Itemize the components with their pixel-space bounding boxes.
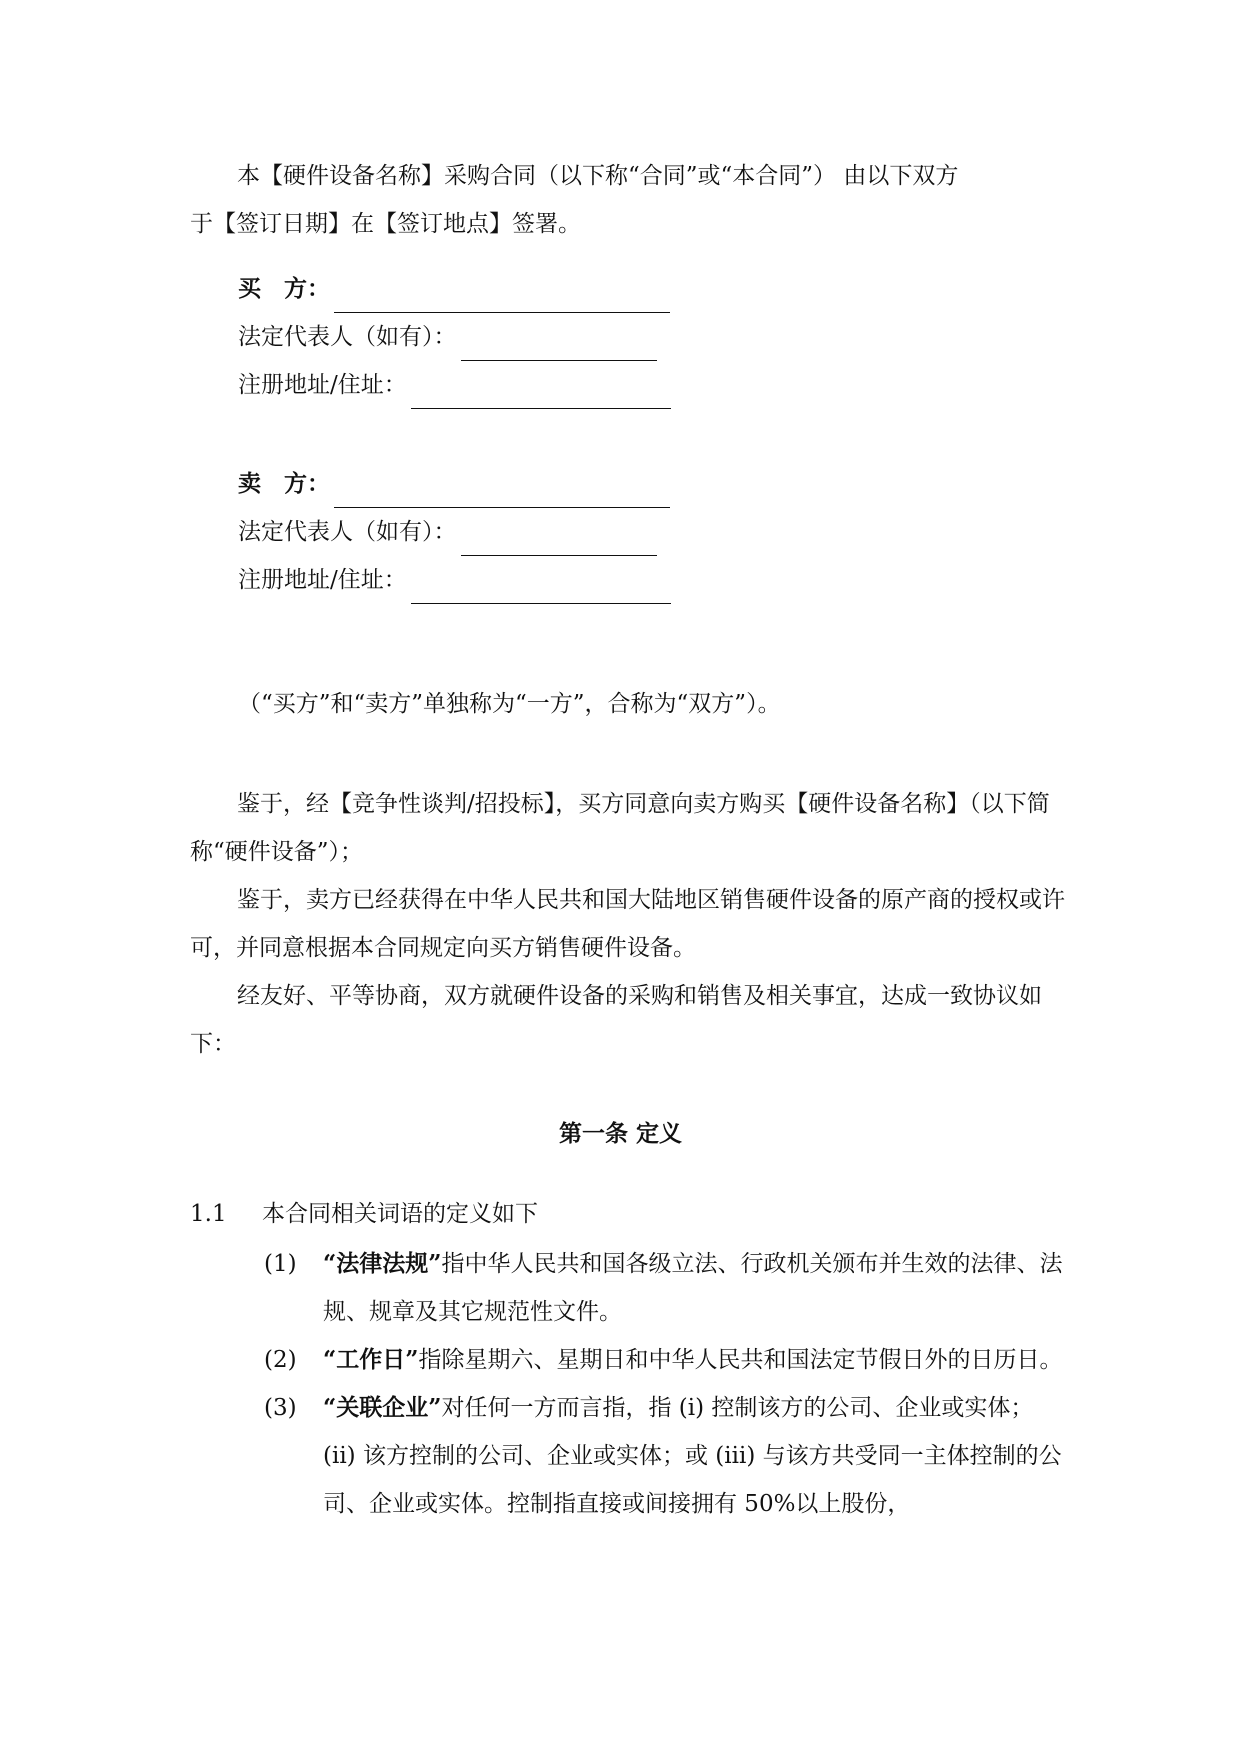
buyer-address-row bbox=[238, 361, 838, 409]
clause-1-1 bbox=[190, 1190, 1070, 1238]
recitals bbox=[190, 780, 1070, 1068]
buyer-name-field[interactable] bbox=[334, 282, 670, 313]
seller-address-row bbox=[238, 556, 838, 604]
buyer-rep-label: 法定代表人（如有）： bbox=[238, 324, 457, 350]
clause-number: 1.1 bbox=[190, 1201, 227, 1227]
definitions-list bbox=[264, 1240, 1064, 1528]
definition-term: “法律法规” bbox=[323, 1250, 442, 1277]
definition-text: 指中华人民共和国各级立法、行政机关颁布并生效的法律、法规、规章及其它规范性文件。 bbox=[323, 1251, 1063, 1325]
definition-term: “工作日” bbox=[323, 1346, 419, 1373]
definition-text: 指除星期六、星期日和中华人民共和国法定节假日外的日历日。 bbox=[418, 1347, 1063, 1373]
buyer-name-row bbox=[238, 265, 838, 313]
buyer-address-label: 注册地址/住址： bbox=[238, 372, 407, 398]
clause-text: 本合同相关词语的定义如下 bbox=[262, 1201, 538, 1227]
seller-address-field[interactable] bbox=[411, 573, 671, 604]
seller-rep-field[interactable] bbox=[461, 525, 657, 556]
buyer-rep-row bbox=[238, 313, 838, 361]
recital-1: 鉴于，经【竞争性谈判/招投标】，买方同意向卖方购买【硬件设备名称】（以下简称“硬件设备”）； bbox=[190, 791, 1050, 865]
seller-block bbox=[238, 460, 838, 604]
intro-line-1: 本【硬件设备名称】采购合同（以下称“合同”或“本合同”） 由以下双方 bbox=[237, 163, 959, 189]
recital-2: 鉴于，卖方已经获得在中华人民共和国大陆地区销售硬件设备的原产商的授权或许可，并同意根据本合同规定向买方销售硬件设备。 bbox=[190, 887, 1065, 961]
seller-name-row bbox=[238, 460, 838, 508]
definition-item bbox=[264, 1240, 1064, 1336]
definition-number: (3) bbox=[264, 1395, 297, 1421]
seller-rep-row bbox=[238, 508, 838, 556]
buyer-address-field[interactable] bbox=[411, 378, 671, 409]
contract-intro bbox=[190, 152, 1070, 248]
definition-number: (2) bbox=[264, 1347, 297, 1373]
definition-item bbox=[264, 1384, 1064, 1528]
seller-name-field[interactable] bbox=[334, 477, 670, 508]
seller-label: 卖 方： bbox=[238, 470, 330, 497]
definition-term: “关联企业” bbox=[323, 1394, 442, 1421]
parties-note: （“买方”和“卖方”单独称为“一方”，合称为“双方”）。 bbox=[238, 691, 781, 717]
buyer-label: 买 方： bbox=[238, 275, 330, 302]
definition-item bbox=[264, 1336, 1064, 1384]
definition-number: (1) bbox=[264, 1251, 297, 1277]
buyer-block bbox=[238, 265, 838, 409]
definition-text: 对任何一方而言指，指 (i) 控制该方的公司、企业或实体；(ii) 该方控制的公司、企业或实体；或 (iii) 与该方共受同一主体控制的公司、企业或实体。控制指直接或间接拥有 50%以上股份， bbox=[323, 1395, 1062, 1517]
buyer-rep-field[interactable] bbox=[461, 330, 657, 361]
intro-line-2: 于【签订日期】在【签订地点】签署。 bbox=[190, 211, 581, 237]
article-title: 第一条 定义 bbox=[558, 1120, 682, 1147]
seller-rep-label: 法定代表人（如有）： bbox=[238, 519, 457, 545]
seller-address-label: 注册地址/住址： bbox=[238, 567, 407, 593]
recital-3: 经友好、平等协商，双方就硬件设备的采购和销售及相关事宜，达成一致协议如下： bbox=[190, 983, 1042, 1057]
